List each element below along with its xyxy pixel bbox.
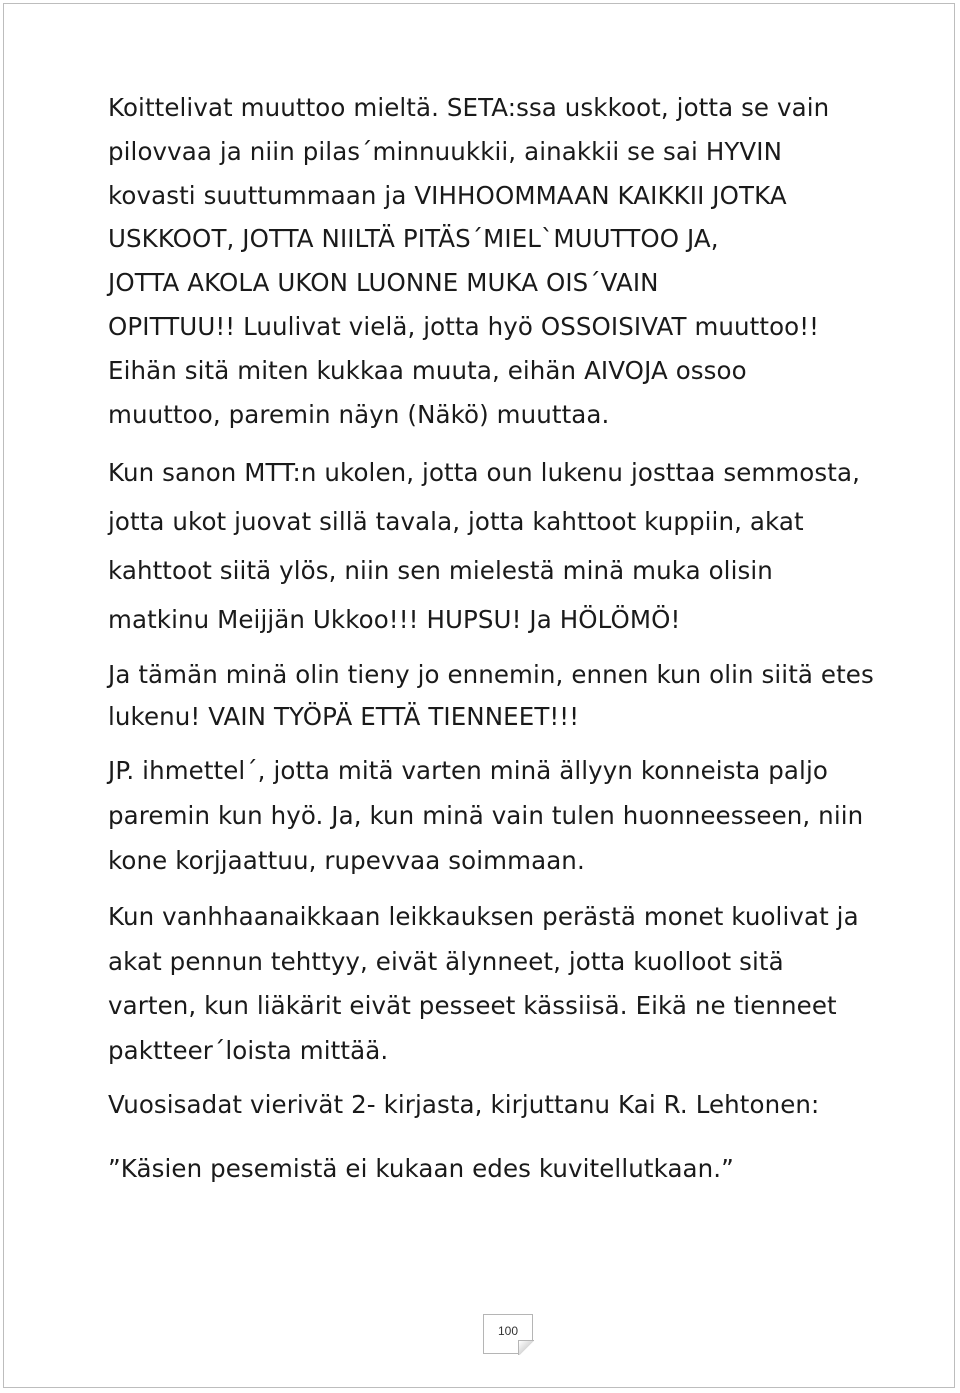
paragraph-5 (108, 895, 908, 1073)
paragraph-6 (108, 1082, 908, 1127)
page-corner-fold-icon (518, 1340, 534, 1355)
text-line: Ja tämän minä olin tieny jo ennemin, ennen kun olin siitä etes (108, 660, 874, 690)
text-line: akat pennun tehttyy, eivät älynneet, jotta kuolloot sitä (108, 946, 784, 976)
text-line: varten, kun liäkärit eivät pesseet kässiisä. Eikä ne tienneet (108, 991, 837, 1021)
text-line: pilovvaa ja niin pilas´minnuukkii, ainakkii se sai HYVIN (108, 136, 783, 166)
text-line: OPITTUU!! Luulivat vielä, jotta hyö OSSOISIVAT muuttoo!! (108, 311, 820, 341)
paragraph-2 (108, 448, 908, 644)
text-line: JOTTA AKOLA UKON LUONNE MUKA OIS´VAIN (108, 268, 659, 298)
text-line: kahttoot siitä ylös, niin sen mielestä minä muka olisin (108, 556, 773, 586)
paragraph-3 (108, 654, 908, 738)
body-text (108, 86, 908, 1191)
text-line: muuttoo, paremin näyn (Näkö) muuttaa. (108, 399, 610, 429)
text-line: Kun sanon MTT:n ukolen, jotta oun lukenu josttaa semmosta, (108, 458, 860, 488)
text-line: JP. ihmettel´, jotta mitä varten minä ällyyn konneista paljo (108, 756, 828, 786)
text-line: Koittelivat muuttoo mieltä. SETA:ssa uskkoot, jotta se vain (108, 93, 830, 122)
text-line: kovasti suuttummaan ja VIHHOOMMAAN KAIKKII JOTKA (108, 180, 787, 210)
paragraph-1 (108, 86, 908, 436)
text-line: jotta ukot juovat sillä tavala, jotta kahttoot kuppiin, akat (108, 507, 804, 537)
text-line: Vuosisadat vierivät 2- kirjasta, kirjuttanu Kai R. Lehtonen: (108, 1090, 820, 1120)
page-number: 100 (497, 1324, 519, 1338)
text-line: paktteer´loista mittää. (108, 1035, 389, 1065)
text-line: matkinu Meijjän Ukkoo!!! HUPSU! Ja HÖLÖMÖ! (108, 605, 681, 635)
text-line: kone korjjaattuu, rupevvaa soimmaan. (108, 846, 585, 876)
text-line: ”Käsien pesemistä ei kukaan edes kuvitellutkaan.” (108, 1154, 734, 1184)
paragraph-7 (108, 1146, 908, 1191)
text-line: paremin kun hyö. Ja, kun minä vain tulen huonneesseen, niin (108, 801, 864, 831)
text-line: lukenu! VAIN TYÖPÄ ETTÄ TIENNEET!!! (108, 702, 580, 732)
text-line: Eihän sitä miten kukkaa muuta, eihän AIVOJA ossoo (108, 355, 747, 385)
paragraph-4 (108, 748, 908, 883)
text-line: USKKOOT, JOTTA NIILTÄ PITÄS´MIEL`MUUTTOO JA, (108, 224, 719, 254)
text-line: Kun vanhhaanaikkaan leikkauksen perästä monet kuolivat ja (108, 902, 859, 932)
